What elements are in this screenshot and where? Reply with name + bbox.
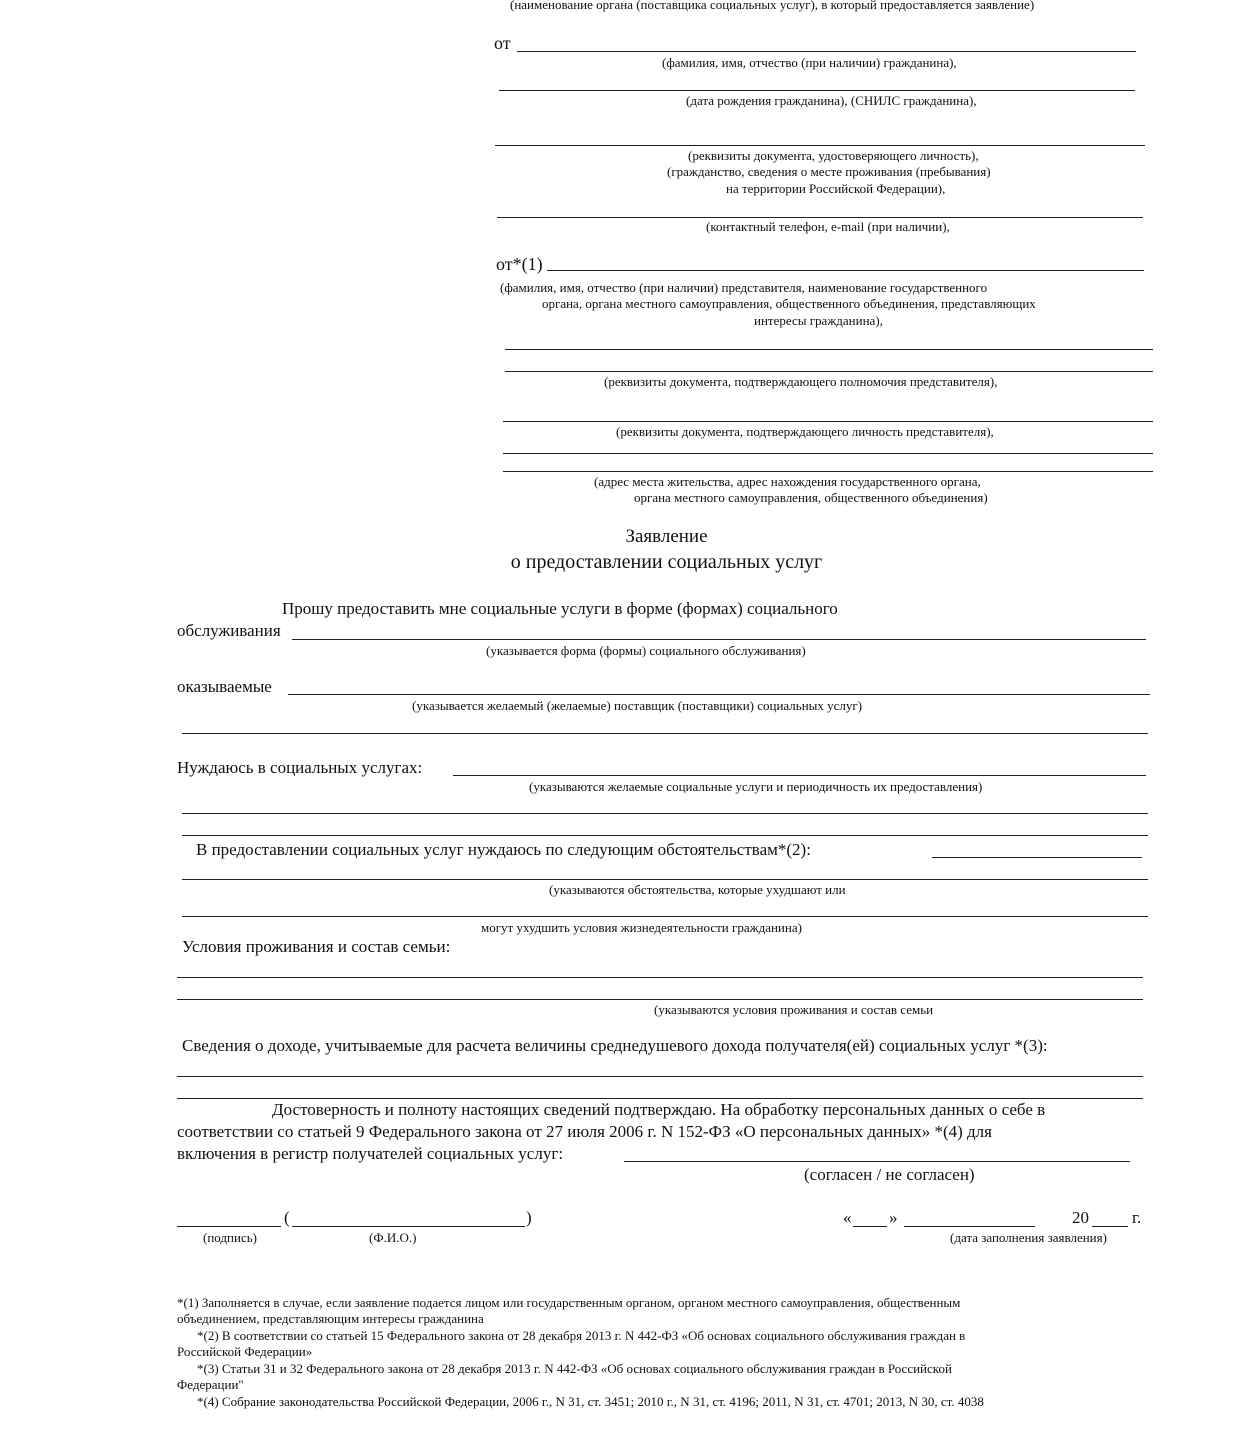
footnote-2-line-2: Российской Федерации» xyxy=(177,1344,313,1359)
footnote-3-line-2: Федерации" xyxy=(177,1377,244,1392)
fio-open-paren: ( xyxy=(284,1208,290,1227)
address-field-1[interactable] xyxy=(503,453,1153,454)
service-form-caption: (указывается форма (формы) социального обслуживания) xyxy=(486,643,806,658)
rep-doc-caption: (реквизиты документа, подтверждающего полномочия представителя), xyxy=(604,374,998,389)
fio-close-paren: ) xyxy=(526,1208,532,1227)
footnote-1-line-2: объединением, представляющим интересы гражданина xyxy=(177,1311,484,1326)
document-subtitle: о предоставлении социальных услуг xyxy=(510,551,823,573)
organ-caption: (наименование органа (поставщика социальных услуг), в который предоставляется заявление) xyxy=(510,0,1035,12)
living-field-2[interactable] xyxy=(177,999,1143,1000)
provider-caption: (указывается желаемый (желаемые) поставщик (поставщики) социальных услуг) xyxy=(412,698,863,713)
consent-caption: (согласен / не согласен) xyxy=(804,1165,975,1184)
date-day-field[interactable] xyxy=(853,1226,887,1227)
footnote-2-line-1: *(2) В соответствии со статьей 15 Федерального закона от 28 декабря 2013 г. N 442-ФЗ «Об основах социального обслуживания граждан в xyxy=(197,1328,966,1343)
need-label: Нуждаюсь в социальных услугах: xyxy=(177,758,423,777)
signature-fio-caption: (Ф.И.О.) xyxy=(369,1230,417,1245)
circumstances-caption-1: (указываются обстоятельства, которые ухудшают или xyxy=(549,882,846,897)
birth-snils-field[interactable] xyxy=(499,90,1135,91)
rep-id-field[interactable] xyxy=(503,421,1153,422)
year-prefix: 20 xyxy=(1072,1208,1089,1227)
contact-caption: (контактный телефон, e-mail (при наличии), xyxy=(706,219,950,234)
identity-doc-caption-1: (реквизиты документа, удостоверяющего личность), xyxy=(688,148,979,163)
footnote-4-line-1: *(4) Собрание законодательства Российской Федерации, 2006 г., N 31, ст. 3451; 2010 г., N 31, ст. 4196; 2011, N 31, ст. 4701; 2013, N 30, ст. 4038 xyxy=(197,1394,984,1409)
footnote-3-line-1: *(3) Статьи 31 и 32 Федерального закона от 28 декабря 2013 г. N 442-ФЗ «Об основах социального обслуживания граждан в Российской xyxy=(197,1361,952,1376)
living-label: Условия проживания и состав семьи: xyxy=(182,937,451,956)
consent-field[interactable] xyxy=(624,1161,1130,1162)
date-open-quote: « xyxy=(843,1208,852,1227)
identity-doc-caption-3: на территории Российской Федерации), xyxy=(726,181,946,196)
from-label: от xyxy=(494,33,511,53)
income-field-1[interactable] xyxy=(177,1076,1143,1077)
circumstances-field-2[interactable] xyxy=(182,879,1148,880)
address-caption-2: органа местного самоуправления, общественного объединения) xyxy=(634,490,988,505)
date-month-field[interactable] xyxy=(904,1226,1035,1227)
need-services-field-2[interactable] xyxy=(182,813,1148,814)
signature-caption: (подпись) xyxy=(203,1230,257,1245)
rep-fio-field[interactable] xyxy=(547,270,1144,271)
consent-line-1: Достоверность и полноту настоящих сведений подтверждаю. На обработку персональных данных о себе в xyxy=(272,1100,1046,1119)
rep-doc-field-2[interactable] xyxy=(505,371,1153,372)
provided-label: оказываемые xyxy=(177,677,272,696)
provider-field-2[interactable] xyxy=(182,733,1148,734)
fio-field[interactable] xyxy=(517,51,1136,52)
income-label: Сведения о доходе, учитываемые для расчета величины среднедушевого дохода получателя(ей) социальных услуг *(3): xyxy=(182,1036,1048,1055)
date-caption: (дата заполнения заявления) xyxy=(950,1230,1107,1245)
year-suffix: г. xyxy=(1132,1208,1142,1227)
request-line-1: Прошу предоставить мне социальные услуги в форме (формах) социального xyxy=(282,599,838,618)
living-field-1[interactable] xyxy=(177,977,1143,978)
rep-id-caption: (реквизиты документа, подтверждающего личность представителя), xyxy=(616,424,994,439)
provider-field[interactable] xyxy=(288,694,1150,695)
signature-field[interactable] xyxy=(177,1226,281,1227)
need-services-field[interactable] xyxy=(453,775,1146,776)
request-line-2: обслуживания xyxy=(177,621,281,640)
circumstances-field[interactable] xyxy=(932,857,1142,858)
circumstances-caption-2: могут ухудшить условия жизнедеятельности гражданина) xyxy=(481,920,802,935)
circumstances-field-3[interactable] xyxy=(182,916,1148,917)
date-close-quote: » xyxy=(889,1208,898,1227)
need-services-field-3[interactable] xyxy=(182,835,1148,836)
contact-field[interactable] xyxy=(497,217,1143,218)
footnote-1-line-1: *(1) Заполняется в случае, если заявление подается лицом или государственным органом, органом местного самоуправления, общественным xyxy=(177,1295,961,1310)
identity-doc-field[interactable] xyxy=(495,145,1145,146)
income-field-2[interactable] xyxy=(177,1098,1143,1099)
address-caption-1: (адрес места жительства, адрес нахождения государственного органа, xyxy=(594,474,981,489)
rep-caption-3: интересы гражданина), xyxy=(754,313,883,328)
rep-from-label: от*(1) xyxy=(496,254,543,274)
rep-caption-2: органа, органа местного самоуправления, общественного объединения, представляющих xyxy=(542,296,1036,311)
document-title: Заявление xyxy=(625,526,708,547)
circumstances-label: В предоставлении социальных услуг нуждаюсь по следующим обстоятельствам*(2): xyxy=(196,840,811,859)
rep-caption-1: (фамилия, имя, отчество (при наличии) представителя, наименование государственного xyxy=(500,280,988,295)
consent-line-2: соответствии со статьей 9 Федерального закона от 27 июля 2006 г. N 152-ФЗ «О персональных данных» *(4) для xyxy=(177,1122,992,1141)
identity-doc-caption-2: (гражданство, сведения о месте проживания (пребывания) xyxy=(667,164,991,179)
need-services-caption: (указываются желаемые социальные услуги и периодичность их предоставления) xyxy=(529,779,983,794)
consent-line-3: включения в регистр получателей социальных услуг: xyxy=(177,1144,564,1163)
birth-caption: (дата рождения гражданина), (СНИЛС гражданина), xyxy=(686,93,977,108)
fio-caption: (фамилия, имя, отчество (при наличии) гражданина), xyxy=(662,55,957,70)
signature-fio-field[interactable] xyxy=(292,1226,525,1227)
address-field-2[interactable] xyxy=(503,471,1153,472)
rep-doc-field-1[interactable] xyxy=(505,349,1153,350)
living-caption: (указываются условия проживания и состав семьи xyxy=(654,1002,934,1017)
service-form-field[interactable] xyxy=(292,639,1146,640)
date-year-field[interactable] xyxy=(1092,1226,1128,1227)
